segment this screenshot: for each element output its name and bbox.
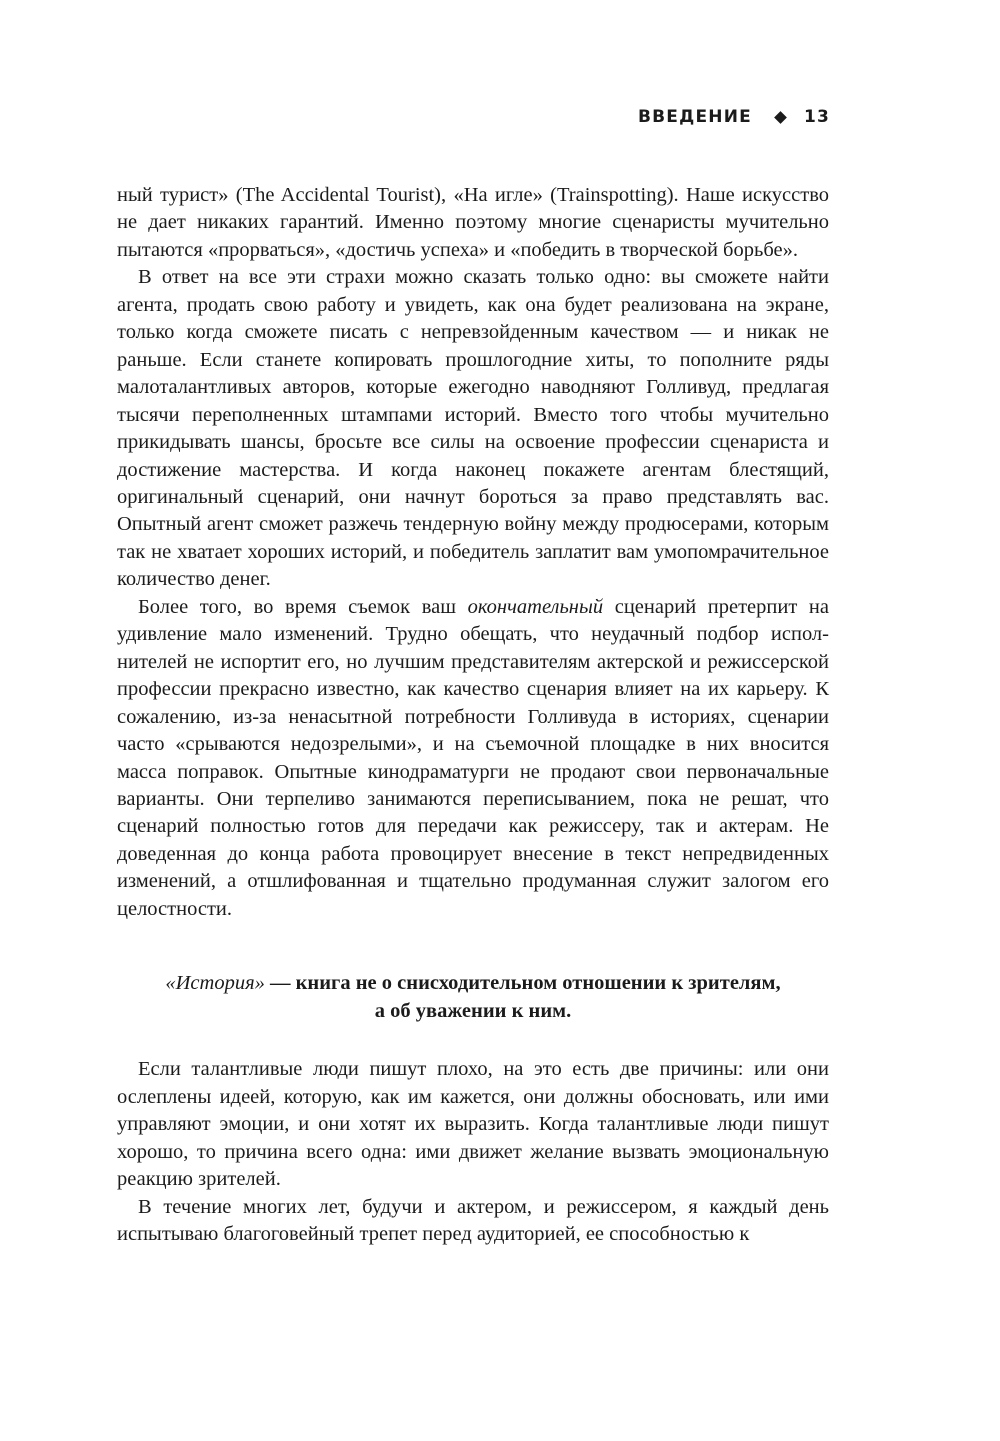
section-title: ВВЕДЕНИЕ: [637, 107, 752, 127]
pull-quote-line-1: [117, 969, 829, 997]
pull-quote-italic-title: «История»: [165, 972, 265, 995]
paragraph-3-end: сценарий претерпит на удивление мало изменений. Трудно обещать, что неудачный подбор исполнителей не испортит его, но лучшим представителям актерской и режиссерской профессии прекрасно известно, как качество сценария влияет на их карьеру. К сожалению, из-за ненасытной потребности Голливуда в историях, сценарии часто «срываются недозрелыми», и на съемочной площадке в них вносится масса поправок. Опытные кинодраматурги не продают свои первоначальные варианты. Они терпеливо занимаются переписыванием, пока не решат, что сценарий полностью готов для передачи как режиссеру, так и актерам. Не доведенная до конца работа провоцирует внесение в текст непредвиденных изменений, а отшлифованная и тщательно продуманная служит залогом его целостности.: [117, 595, 830, 920]
paragraph-1: ный турист» (The Accidental Tourist), «На игле» (Trainspotting). Наше искусство не дает никаких гарантий. Именно поэтому многие сценаристы мучительно пытаются «прорваться», «достичь успеха» и «победить в творческой борьбе».: [117, 184, 829, 261]
paragraph-3-italic-word: окончательный: [467, 595, 604, 618]
paragraph-4: Если талантливые люди пишут плохо, на это есть две причины: или они ослеплены идеей, которую, как им кажется, они должны обосновать, или ими управляют эмоции, и они хотят их выразить. Когда талантливые люди пишут хорошо, то причина всего одна: ими движет желание вызвать эмоциональную реакцию зрителей.: [117, 1058, 829, 1191]
paragraph-5: В течение многих лет, будучи и актером, и режиссером, я каждый день испытываю благоговейный трепет перед аудиторией, ее способностью к: [117, 1195, 829, 1245]
paragraph-2: В ответ на все эти страхи можно сказать только одно: вы сможете найти агента, продать свою работу и увидеть, как она будет реализована на экране, только когда сможете писать с непревзойденным качеством — и никак не раньше. Если станете копировать прошлогодние хиты, то пополните ряды малоталантливых авторов, которые ежегодно наводняют Голливуд, предлагая тысячи переполненных штампами историй. Вместо того чтобы мучительно прикидывать шансы, бросьте все силы на освоение профессии сценариста и достижение мастерства. И когда наконец покажете агентам блестящий, оригинальный сценарий, они начнут бороться за право представлять вас. Опытный агент сможет разжечь тендерную войну между продюсерами, которым так не хватает хороших историй, и победитель заплатит вам умопомрачительное количество денег.: [117, 266, 829, 591]
pull-quote-line-1-text: — книга не о снисходительном отношении к зрителям,: [264, 972, 781, 995]
page-number: 13: [803, 107, 830, 127]
running-head: [638, 104, 830, 130]
pull-quote: [117, 969, 829, 1025]
body-text: [117, 182, 829, 1248]
paragraph-3-start: Более того, во время съемок ваш: [138, 595, 468, 618]
paragraph-3: [117, 594, 829, 923]
diamond-icon: [774, 111, 787, 124]
pull-quote-line-2: а об уважении к ним.: [374, 1000, 572, 1023]
